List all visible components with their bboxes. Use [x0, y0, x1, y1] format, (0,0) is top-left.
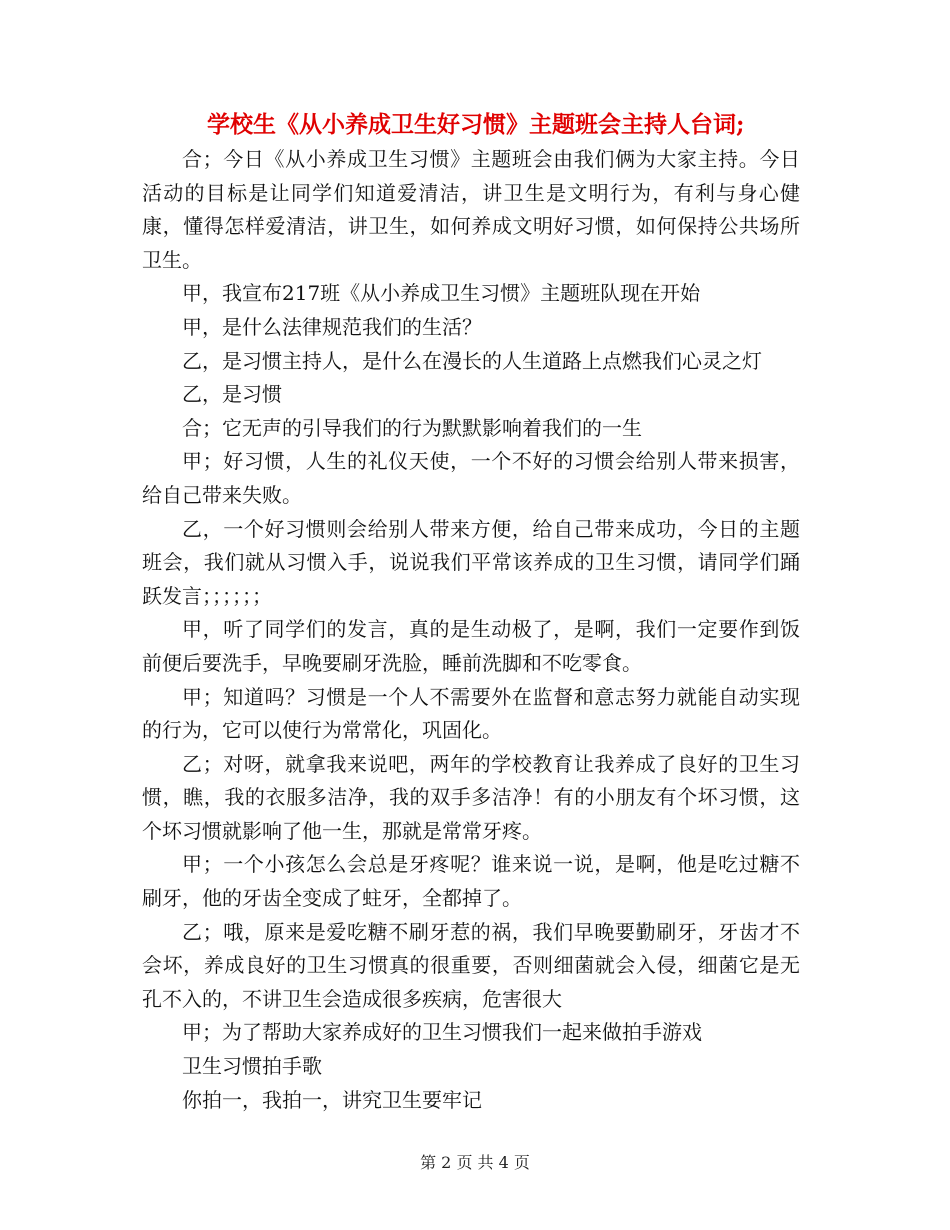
paragraph: 合；今日《从小养成卫生习惯》主题班会由我们俩为大家主持。今日活动的目标是让同学们知道爱清洁，讲卫生是文明行为，有利与身心健康，懂得怎样爱清洁，讲卫生，如何养成文明好习惯，如何保持公共场所卫生。 [142, 147, 800, 272]
paragraph: 甲，我宣布217班《从小养成卫生习惯》主题班队现在开始 [182, 281, 701, 306]
paragraph: 乙；对呀，就拿我来说吧，两年的学校教育让我养成了良好的卫生习惯，瞧，我的衣服多洁净，我的双手多洁净！有的小朋友有个坏习惯，这个坏习惯就影响了他一生，那就是常常牙疼。 [142, 751, 800, 843]
paragraph: 甲，是什么法律规范我们的生活？ [182, 314, 482, 339]
paragraph: 乙，一个好习惯则会给别人带来方便，给自己带来成功，今日的主题班会，我们就从习惯入手，说说我们平常该养成的卫生习惯，请同学们踊跃发言；；；；；； [142, 516, 800, 608]
paragraph: 甲；知道吗？习惯是一个人不需要外在监督和意志努力就能自动实现的行为，它可以使行为常常化，巩固化。 [142, 684, 800, 743]
paragraph: 甲，听了同学们的发言，真的是生动极了，是啊，我们一定要作到饭前便后要洗手，早晚要刷牙洗脸，睡前洗脚和不吃零食。 [142, 617, 800, 675]
paragraph: 合；它无声的引导我们的行为默默影响着我们的一生 [182, 415, 642, 440]
page-footer: 第 2 页 共 4 页 [420, 1153, 530, 1172]
paragraph: 卫生习惯拍手歌 [182, 1054, 322, 1079]
paragraph: 甲；好习惯，人生的礼仪天使，一个不好的习惯会给别人带来损害，给自己带来失败。 [142, 449, 800, 507]
paragraph: 甲；一个小孩怎么会总是牙疼呢？谁来说一说，是啊，他是吃过糖不刷牙，他的牙齿全变成了蛀牙，全都掉了。 [142, 852, 800, 911]
paragraph: 甲；为了帮助大家养成好的卫生习惯我们一起来做拍手游戏 [182, 1020, 702, 1045]
paragraph: 乙，是习惯 [182, 382, 282, 407]
document-title: 学校生《从小养成卫生好习惯》主题班会主持人台词; [207, 111, 745, 138]
document-body [142, 143, 800, 1117]
paragraph: 乙；哦，原来是爱吃糖不刷牙惹的祸，我们早晚要勤刷牙，牙齿才不会坏，养成良好的卫生习惯真的很重要，否则细菌就会入侵，细菌它是无孔不入的，不讲卫生会造成很多疾病，危害很大 [142, 919, 800, 1011]
paragraph: 你拍一，我拍一，讲究卫生要牢记 [182, 1087, 482, 1112]
paragraph: 乙，是习惯主持人，是什么在漫长的人生道路上点燃我们心灵之灯 [182, 348, 762, 373]
